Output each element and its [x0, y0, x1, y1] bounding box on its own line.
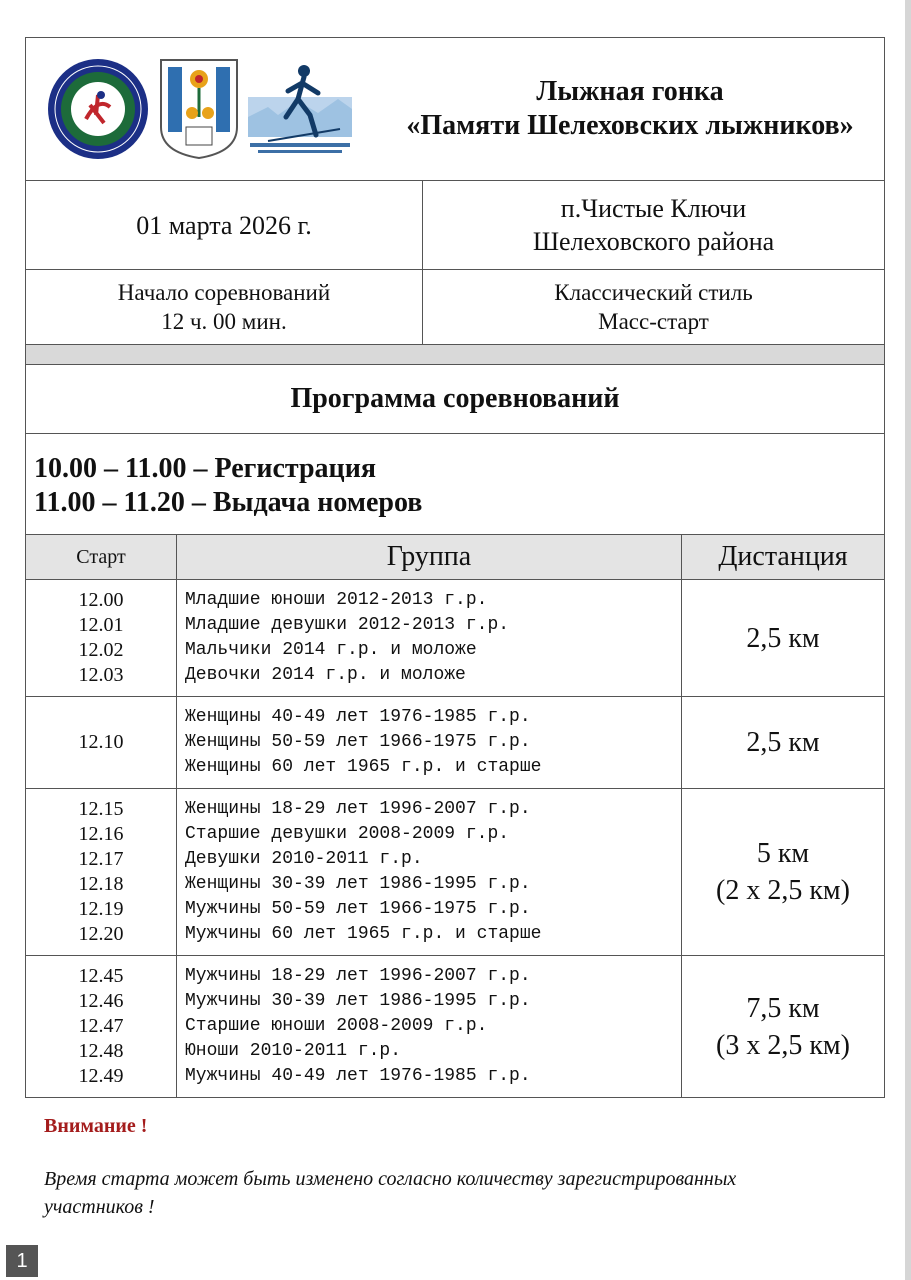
table-row: [26, 580, 885, 697]
start-time-line1: Начало соревнований: [117, 280, 331, 305]
groups-cell: [177, 789, 682, 956]
start-time-value: 12.15: [78, 798, 124, 820]
group-name: Мужчины 60 лет 1965 г.р. и старше: [185, 924, 542, 944]
event-title: [386, 75, 884, 143]
date-place-row: [25, 180, 885, 269]
start-times-cell: [26, 580, 177, 697]
shelekhov-youth-emblem-logo: [46, 57, 150, 161]
event-place-line1: п.Чистые Ключи: [560, 194, 747, 223]
distance-detail: (3 х 2,5 км): [716, 1029, 850, 1061]
coat-of-arms-logo: [158, 57, 240, 161]
start-time-value: 12.00: [78, 589, 124, 611]
start-time-value: 12.10: [78, 731, 124, 753]
start-time-value: 12.03: [78, 664, 124, 686]
page-number-badge: 1: [6, 1245, 38, 1277]
schedule-list: [25, 433, 885, 534]
group-name: Мальчики 2014 г.р. и моложе: [185, 640, 477, 660]
start-time-line2: 12 ч. 00 мин.: [161, 309, 287, 334]
event-title-line1: Лыжная гонка: [536, 76, 724, 107]
distance-value: 7,5 км: [746, 992, 820, 1024]
logos-group: [26, 57, 386, 161]
start-time-value: 12.18: [78, 873, 124, 895]
race-style: [423, 270, 884, 344]
divider-band: [25, 344, 885, 364]
group-name: Младшие юноши 2012-2013 г.р.: [185, 590, 488, 610]
group-name: Женщины 40-49 лет 1976-1985 г.р.: [185, 707, 531, 727]
start-time: [26, 270, 423, 344]
skier-federation-logo: [248, 57, 352, 161]
start-time-value: 12.47: [78, 1015, 124, 1037]
start-time-value: 12.45: [78, 965, 124, 987]
group-name: Женщины 50-59 лет 1966-1975 г.р.: [185, 732, 531, 752]
start-times-cell: [26, 789, 177, 956]
distance-cell: [682, 697, 885, 789]
start-time-value: 12.01: [78, 614, 124, 636]
group-name: Старшие юноши 2008-2009 г.р.: [185, 1016, 488, 1036]
start-time-value: 12.48: [78, 1040, 124, 1062]
start-time-value: 12.17: [78, 848, 124, 870]
group-name: Мужчины 50-59 лет 1966-1975 г.р.: [185, 899, 531, 919]
event-title-line2: «Памяти Шелеховских лыжников»: [406, 110, 854, 141]
column-header-group: Группа: [177, 535, 682, 580]
group-name: Младшие девушки 2012-2013 г.р.: [185, 615, 510, 635]
column-header-distance: Дистанция: [682, 535, 885, 580]
groups-cell: [177, 956, 682, 1098]
distance-value: 2,5 км: [746, 622, 820, 654]
table-row: [26, 697, 885, 789]
group-name: Юноши 2010-2011 г.р.: [185, 1041, 402, 1061]
distance-cell: [682, 956, 885, 1098]
header-block: [25, 37, 885, 180]
distance-detail: (2 х 2,5 км): [716, 875, 850, 906]
program-sheet: [25, 37, 885, 1098]
table-row: [26, 956, 885, 1098]
group-name: Девочки 2014 г.р. и моложе: [185, 665, 466, 685]
group-name: Девушки 2010-2011 г.р.: [185, 849, 423, 869]
program-title: Программа соревнований: [25, 364, 885, 433]
event-date-text: 01 марта 2026 г.: [136, 210, 312, 240]
group-name: Мужчины 40-49 лет 1976-1985 г.р.: [185, 1066, 531, 1086]
event-place: [423, 181, 884, 269]
race-style-line1: Классический стиль: [554, 280, 753, 305]
group-name: Мужчины 18-29 лет 1996-2007 г.р.: [185, 966, 531, 986]
groups-cell: [177, 697, 682, 789]
start-time-note: Время старта может быть изменено согласно количеству зарегистрированных участников !: [44, 1168, 737, 1218]
table-row: [26, 789, 885, 956]
page-edge: [905, 0, 911, 1280]
schedule-item: 11.00 – 11.20 – Выдача номеров: [34, 487, 423, 518]
group-name: Мужчины 30-39 лет 1986-1995 г.р.: [185, 991, 531, 1011]
distance-cell: [682, 789, 885, 956]
column-header-start: Старт: [26, 535, 177, 580]
event-place-line2: Шелеховского района: [532, 227, 775, 256]
race-style-line2: Масс-старт: [598, 309, 709, 334]
group-name: Женщины 30-39 лет 1986-1995 г.р.: [185, 874, 531, 894]
table-header-row: [26, 535, 885, 580]
attention-heading: Внимание !: [44, 1115, 148, 1137]
start-times-cell: [26, 697, 177, 789]
start-time-value: 12.20: [78, 923, 124, 945]
schedule-item: 10.00 – 11.00 – Регистрация: [34, 453, 376, 484]
distance-value: 2,5 км: [746, 727, 820, 758]
start-table: [25, 534, 885, 1098]
start-style-row: [25, 269, 885, 344]
group-name: Женщины 60 лет 1965 г.р. и старше: [185, 757, 542, 777]
start-time-value: 12.19: [78, 898, 124, 920]
distance-cell: [682, 580, 885, 697]
start-times-cell: [26, 956, 177, 1098]
start-time-value: 12.49: [78, 1065, 124, 1087]
groups-cell: [177, 580, 682, 697]
start-time-value: 12.16: [78, 823, 124, 845]
group-name: Старшие девушки 2008-2009 г.р.: [185, 824, 510, 844]
start-time-value: 12.46: [78, 990, 124, 1012]
distance-value: 5 км: [756, 838, 810, 869]
start-time-value: 12.02: [78, 639, 124, 661]
group-name: Женщины 18-29 лет 1996-2007 г.р.: [185, 799, 531, 819]
event-date: [26, 181, 423, 269]
